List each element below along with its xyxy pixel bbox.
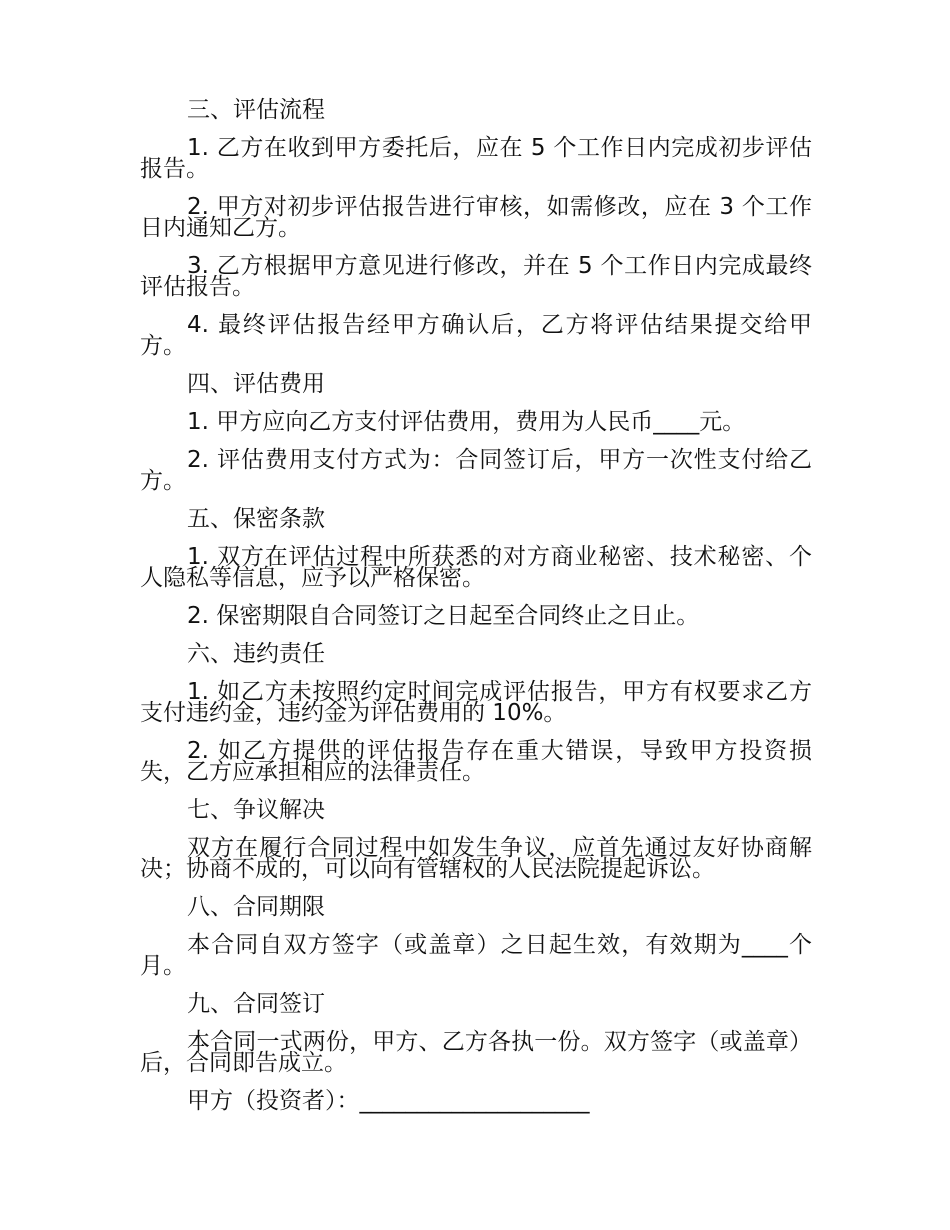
clause-paragraph: 本合同一式两份，甲方、乙方各执一份。双方签字（或盖章）后，合同即告成立。 — [140, 1029, 812, 1076]
clause-paragraph: 1. 乙方在收到甲方委托后，应在 5 个工作日内完成初步评估报告。 — [140, 135, 812, 182]
clause-paragraph: 3. 乙方根据甲方意见进行修改，并在 5 个工作日内完成最终评估报告。 — [140, 253, 812, 300]
section-heading-breach-liability: 六、违约责任 — [187, 641, 325, 667]
section-heading-evaluation-fee: 四、评估费用 — [187, 371, 325, 397]
clause-paragraph: 2. 评估费用支付方式为：合同签订后，甲方一次性支付给乙方。 — [140, 447, 812, 494]
section-heading-dispute-resolution: 七、争议解决 — [187, 797, 325, 823]
document-body — [140, 97, 812, 1114]
section-heading-confidentiality: 五、保密条款 — [187, 506, 325, 532]
clause-paragraph: 2. 保密期限自合同签订之日起至合同终止之日止。 — [187, 603, 700, 629]
clause-paragraph: 1. 如乙方未按照约定时间完成评估报告，甲方有权要求乙方支付违约金，违约金为评估费用的 10%。 — [140, 679, 812, 726]
clause-paragraph: 2. 甲方对初步评估报告进行审核，如需修改，应在 3 个工作日内通知乙方。 — [140, 194, 812, 241]
signature-line-party-a: 甲方（投资者）：____________________ — [187, 1088, 590, 1114]
section-heading-contract-term: 八、合同期限 — [187, 894, 325, 920]
clause-paragraph: 1. 双方在评估过程中所获悉的对方商业秘密、技术秘密、个人隐私等信息，应予以严格保密。 — [140, 544, 812, 591]
clause-paragraph: 4. 最终评估报告经甲方确认后，乙方将评估结果提交给甲方。 — [140, 312, 812, 359]
section-heading-contract-signing: 九、合同签订 — [187, 991, 325, 1017]
clause-paragraph: 本合同自双方签字（或盖章）之日起生效，有效期为____个月。 — [140, 932, 812, 979]
clause-paragraph: 2. 如乙方提供的评估报告存在重大错误，导致甲方投资损失，乙方应承担相应的法律责任。 — [140, 738, 812, 785]
clause-paragraph: 1. 甲方应向乙方支付评估费用，费用为人民币____元。 — [187, 409, 746, 435]
clause-paragraph: 双方在履行合同过程中如发生争议，应首先通过友好协商解决；协商不成的，可以向有管辖权的人民法院提起诉讼。 — [140, 835, 812, 882]
section-heading-evaluation-process: 三、评估流程 — [187, 97, 325, 123]
